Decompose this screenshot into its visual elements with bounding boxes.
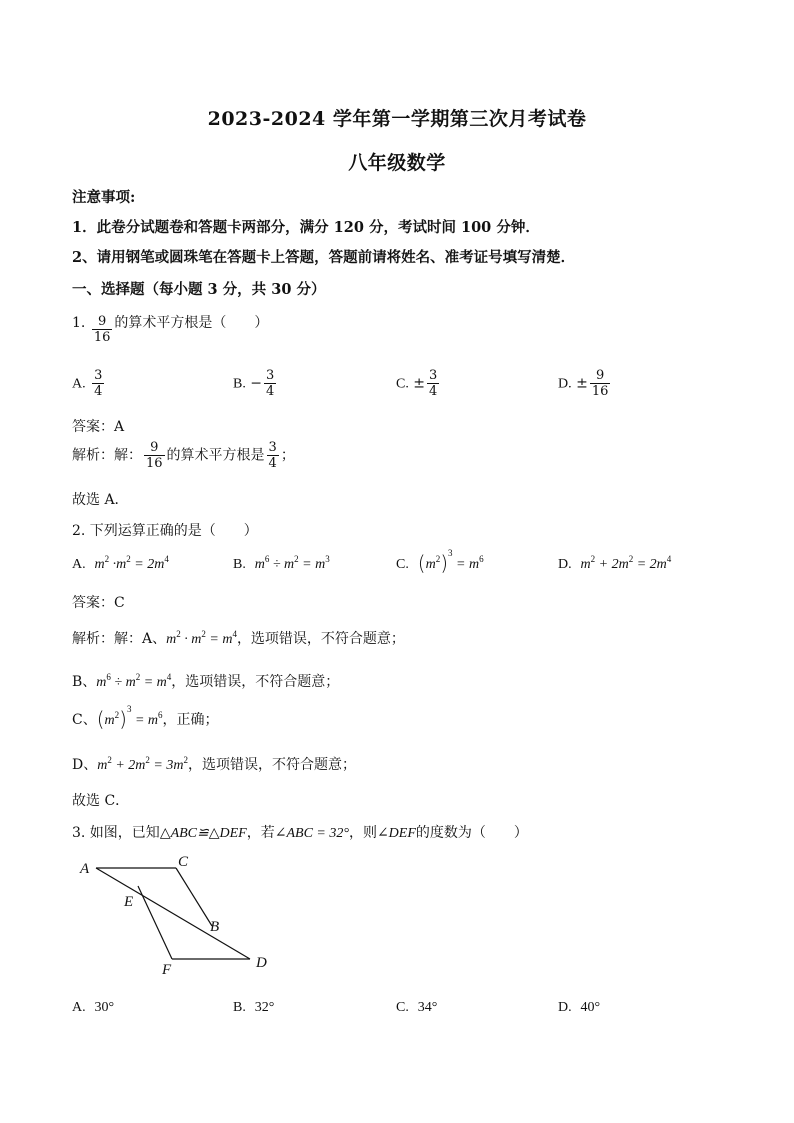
q1-stem-text: 的算术平方根是（ ） (114, 315, 269, 331)
q2-stem: 2. 下列运算正确的是（ ） (72, 523, 258, 539)
label-d: D (256, 955, 267, 971)
exam-subtitle: 八年级数学 (348, 152, 446, 174)
q2-conclusion: 故选 C． (72, 793, 130, 809)
q1-analysis: 解析：解： $\frac{9}{16}$ 的算术平方根是 $\frac{3}{4}$ ； (72, 440, 295, 471)
q1-option-a[interactable]: A. $\frac{3}{4}$ (72, 368, 103, 399)
q2-analysis-d: D、$m^2 + 2m^2 = 3m^2$，选项错误，不符合题意； (72, 755, 356, 773)
q3-triangle-figure (72, 848, 282, 980)
label-a: A (80, 861, 90, 877)
q2-option-d[interactable]: D. $m^2 + 2m^2 = 2m^4$ (558, 554, 672, 572)
q3-option-a[interactable]: A. 30° (72, 1000, 115, 1015)
q2-option-a[interactable]: A. $m^2 \cdot m^2 = 2m^4$ (72, 554, 169, 572)
q1-option-b[interactable]: B. − $\frac{3}{4}$ (233, 368, 275, 399)
label-b: B (210, 919, 220, 935)
label-c: C (178, 854, 189, 870)
q1-option-c[interactable]: C. ± $\frac{3}{4}$ (396, 368, 438, 399)
segment-cb (176, 868, 212, 926)
label-f: F (162, 962, 172, 978)
q2-answer: 答案：C (72, 595, 125, 611)
label-e: E (124, 894, 134, 910)
section-heading-choice: 一、选择题（每小题 3 分，共 30 分） (72, 281, 326, 298)
q1-option-d[interactable]: D. ± $\frac{9}{16}$ (558, 368, 609, 399)
notes-heading: 注意事项: (72, 189, 136, 206)
q1-conclusion: 故选 A． (72, 492, 129, 508)
notes-item-2: 2、请用钢笔或圆珠笔在答题卡上答题，答题前请将姓名、准考证号填写清楚． (72, 249, 576, 266)
q1-answer: 答案：A (72, 419, 125, 435)
q3-option-d[interactable]: D. 40° (558, 1000, 601, 1015)
q1-fraction: $\frac{9}{16}$ (93, 314, 111, 345)
notes-item-1: 1．此卷分试题卷和答题卡两部分，满分 120 分，考试时间 100 分钟． (72, 219, 540, 236)
segment-ef (138, 886, 172, 959)
q2-analysis-b: B、$m^6 \div m^2 = m^4$，选项错误，不符合题意； (72, 672, 340, 690)
q2-analysis-c: C、$(m^2)^3 = m^6$，正确； (72, 704, 219, 731)
q1-stem (72, 312, 268, 345)
exam-title: 2023-2024 学年第一学期第三次月考试卷 (207, 108, 587, 130)
q1-number: 1. (72, 315, 86, 331)
q3-option-b[interactable]: B. 32° (233, 1000, 275, 1015)
q2-analysis-a: 解析：解：A、$m^2 \cdot m^2 = m^4$，选项错误，不符合题意； (72, 629, 405, 647)
segment-ad (96, 868, 250, 959)
q3-option-c[interactable]: C. 34° (396, 1000, 438, 1015)
q2-option-b[interactable]: B. $m^6 \div m^2 = m^3$ (233, 554, 330, 572)
q2-option-c[interactable]: C. $(m^2)^3 = m^6$ (396, 548, 484, 575)
q3-stem: 3. 如图，已知△ABC≌△DEF，若∠ABC = 32°，则∠DEF的度数为（ ） (72, 825, 528, 841)
